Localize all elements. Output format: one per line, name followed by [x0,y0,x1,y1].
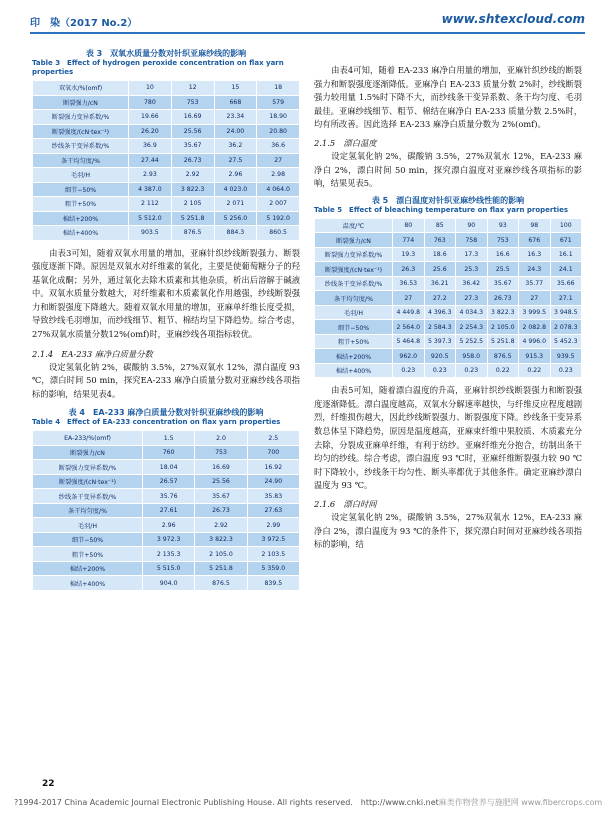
table-cell: 2.92 [171,168,214,183]
table-row [315,291,582,306]
table-row [33,110,300,125]
row-label-cell: 纱线条干变异系数/% [315,276,393,291]
table-cell: 2 007 [257,197,300,212]
table-cell: 36.6 [257,139,300,154]
table-cell: 35.67 [195,489,247,504]
table-cell: 0.22 [519,363,551,378]
table-cell: 3 948.5 [550,305,582,320]
table-cell: 5 452.3 [550,334,582,349]
journal-issue: 印 染（2017 No.2） [30,18,138,29]
table-row [33,561,300,576]
row-label-cell: 纱线条干变异系数/% [33,139,129,154]
row-label-cell: 粗节+50% [33,547,143,562]
table-row [315,233,582,248]
table-row [33,153,300,168]
page-number: 22 [42,779,55,789]
row-label-cell: 双氧水/%(omf) [33,81,129,96]
table-cell: 2 082.8 [519,320,551,335]
table-row [33,168,300,183]
table-row [33,445,300,460]
table-cell: 876.5 [171,226,214,241]
table-cell: 16.3 [519,247,551,262]
table-row [315,320,582,335]
table-cell: 98 [519,218,551,233]
table-cell: 839.5 [247,576,299,591]
table4 [32,430,300,591]
row-label-cell: 断裂强力变异系数/% [315,247,393,262]
table-cell: 16.6 [487,247,519,262]
table-cell: 26.73 [171,153,214,168]
table-cell: 35.67 [487,276,519,291]
table-cell: 2 135.3 [143,547,195,562]
row-label-cell: 断裂强度/(cN·tex⁻¹) [315,262,393,277]
table-cell: 5 359.0 [247,561,299,576]
table-cell: 18.04 [143,460,195,475]
row-label-cell: 断裂强力/cN [33,95,129,110]
table-cell: 2 071 [214,197,257,212]
table-row [33,139,300,154]
table-cell: 15 [214,81,257,96]
table-cell: 4 064.0 [257,182,300,197]
row-label-cell: 棉结+200% [315,349,393,364]
table-cell: 23.34 [214,110,257,125]
right-column [314,64,582,552]
table-row [33,95,300,110]
table-row [315,305,582,320]
table-cell: 35.67 [171,139,214,154]
table5-caption: 表 5 漂白温度对针织亚麻纱线性能的影响 [371,195,525,205]
table-row [33,518,300,533]
table-cell: 5 251.8 [171,211,214,226]
row-label-cell: 粗节+50% [315,334,393,349]
table-row [33,124,300,139]
table3 [32,80,300,241]
section-2-1-6-heading: 2.1.6 漂白时间 [314,499,377,509]
table-row [315,363,582,378]
table5 [314,218,582,379]
row-label-cell: 棉结+400% [315,363,393,378]
row-label-cell: 条干均匀度/% [33,153,129,168]
table-cell: 5 256.0 [214,211,257,226]
row-label-cell: 断裂强度/(cN·tex⁻¹) [33,474,143,489]
table-cell: 18 [257,81,300,96]
table-cell: 26.73 [195,503,247,518]
paragraph-table3-discussion: 由表3可知，随着双氧水用量的增加，亚麻针织纱线断裂强力、断裂强度逐渐下降。原因是双氧水对纤维素的氧化，主要是使葡萄糖分子的羟基氧化成酮；另外，通过氧化去除木质素和其他杂质，析出后溶解于碱液中。双氧水质量分数越大，对纤维素和木质素氧化作用越强，纱线断裂强力和断裂强度下降越大。随着双氧水用量的增加，亚麻单纤维长度受损，导致纱线毛羽增加，而纱线细节、粗节、棉结均呈下降趋势。综合考虑，27%双氧水质量分数12%(omf)时，亚麻纱线各项指标较优。 [32,247,300,340]
table-cell: 915.3 [519,349,551,364]
table-cell: 2.93 [129,168,172,183]
table-cell: 5 192.0 [257,211,300,226]
table-cell: 36.21 [424,276,456,291]
table5-caption-en: Table 5 Effect of bleaching temperature on flax yarn properties [314,205,569,214]
table-cell: 2 103.5 [247,547,299,562]
table-cell: 25.3 [456,262,488,277]
table-row [33,576,300,591]
table-cell: 26.20 [129,124,172,139]
table-cell: 36.2 [214,139,257,154]
table-cell: 920.5 [424,349,456,364]
table-cell: 2.99 [247,518,299,533]
table-row [33,81,300,96]
table-cell: 18.90 [257,110,300,125]
table-cell: 876.5 [195,576,247,591]
table-cell: 939.5 [550,349,582,364]
row-label-cell: 棉结+200% [33,561,143,576]
table-cell: 27 [519,291,551,306]
table-cell: 2 105 [171,197,214,212]
table4-caption-en: Table 4 Effect of EA-233 concentration on flax yarn properties [32,418,281,427]
table-cell: 4 023.0 [214,182,257,197]
table-cell: 5 251.8 [195,561,247,576]
table-cell: 579 [257,95,300,110]
row-label-cell: 断裂强度/(cN·tex⁻¹) [33,124,129,139]
table-row [315,349,582,364]
table-cell: 774 [393,233,425,248]
header-divider [30,32,585,34]
row-label-cell: 纱线条干变异系数/% [33,489,143,504]
row-label-cell: 毛羽/H [315,305,393,320]
table-cell: 36.9 [129,139,172,154]
table-cell: 0.23 [393,363,425,378]
row-label-cell: 断裂强力变异系数/% [33,110,129,125]
table-cell: 0.23 [456,363,488,378]
table-cell: 753 [487,233,519,248]
table-cell: 4 396.3 [424,305,456,320]
table-cell: 780 [129,95,172,110]
table-cell: 2 105.0 [487,320,519,335]
table-cell: 2 584.3 [424,320,456,335]
table-cell: 2 112 [129,197,172,212]
table-cell: 24.90 [247,474,299,489]
table-cell: 24.1 [550,262,582,277]
row-label-cell: 断裂强力/cN [33,445,143,460]
table-cell: 2.98 [257,168,300,183]
table-cell: 5 515.0 [143,561,195,576]
table-cell: 2 564.0 [393,320,425,335]
row-label-cell: 棉结+400% [33,576,143,591]
row-label-cell: 细节−50% [33,532,143,547]
table-cell: 5 464.8 [393,334,425,349]
table-cell: 16.1 [550,247,582,262]
table-row [33,547,300,562]
table-row [33,197,300,212]
table-cell: 20.80 [257,124,300,139]
row-label-cell: 粗节+50% [33,197,129,212]
table-cell: 2.96 [214,168,257,183]
table-cell: 25.56 [195,474,247,489]
table-cell: 17.3 [456,247,488,262]
table-cell: 2.92 [195,518,247,533]
section-2-1-4-heading: 2.1.4 EA-233 麻净白质量分数 [32,348,153,359]
table-row [315,247,582,262]
table-cell: 676 [519,233,551,248]
table-cell: 27 [257,153,300,168]
table-cell: 884.3 [214,226,257,241]
table-cell: 958.0 [456,349,488,364]
table-row [315,218,582,233]
journal-website-link[interactable]: www.shtexcloud.com [441,12,585,26]
table-cell: 36.53 [393,276,425,291]
table-cell: 16.69 [171,110,214,125]
table-cell: 27.3 [456,291,488,306]
table-cell: 2 254.3 [456,320,488,335]
table-cell: 4 034.3 [456,305,488,320]
table-cell: 35.83 [247,489,299,504]
table-cell: 16.92 [247,460,299,475]
row-label-cell: 温度/℃ [315,218,393,233]
table-cell: 26.73 [487,291,519,306]
table-cell: 10 [129,81,172,96]
table-cell: 668 [214,95,257,110]
table-cell: 16.69 [195,460,247,475]
table-cell: 27.2 [424,291,456,306]
table-cell: 90 [456,218,488,233]
paragraph-table4-discussion: 由表4可知，随着 EA-233 麻净白用量的增加，亚麻针织纱线的断裂强力和断裂强度逐渐降低。亚麻净白 EA-233 质量分数 2%时，纱线断裂强力较用量 1.5%时下降不大，而纱线条干变异系数、条干均匀度、毛羽最佳。亚麻纱线细节、粗节、棉结在麻净白 EA-233 质量分数 2.5%时，均有所改善。因此选择 EA-233 麻净白质量分数为 2%(omf)。 [314,65,582,130]
row-label-cell: 毛羽/H [33,168,129,183]
table-cell: 5 251.8 [487,334,519,349]
table-cell: 0.23 [424,363,456,378]
table-cell: 3 972.3 [143,532,195,547]
table-row [33,503,300,518]
table-cell: 27.61 [143,503,195,518]
table-cell: 758 [456,233,488,248]
paragraph-time-setup: 设定氢氧化钠 2%，碳酸钠 3.5%，27%双氧水 12%，EA-233 麻净白 2%，漂白温度为 93 ℃的条件下，探究漂白时间对亚麻纱线各项指标的影响，结 [314,512,582,550]
table-cell: 3 999.5 [519,305,551,320]
table-row [33,182,300,197]
table-cell: 12 [171,81,214,96]
table-row [33,532,300,547]
table-cell: 27.44 [129,153,172,168]
table-cell: 2 078.3 [550,320,582,335]
table-cell: 5 252.5 [456,334,488,349]
table-cell: 760 [143,445,195,460]
table-cell: 3 822.3 [487,305,519,320]
table-cell: 35.77 [519,276,551,291]
row-label-cell: 断裂强力变异系数/% [33,460,143,475]
table-cell: 26.57 [143,474,195,489]
table-cell: 24.00 [214,124,257,139]
table-row [315,262,582,277]
table-cell: 671 [550,233,582,248]
paragraph-temperature-setup: 设定氢氧化钠 2%，碳酸钠 3.5%，27%双氧水 12%，EA-233 麻净白 2%，漂白时间 50 min，探究漂白温度对亚麻纱线各项指标的影响，结果见表5。 [314,150,582,189]
table-cell: 2.0 [195,431,247,446]
table-cell: 27 [393,291,425,306]
row-label-cell: 棉结+400% [33,226,129,241]
table3-caption: 表 3 双氧水质量分数对针织亚麻纱线的影响 [85,49,247,58]
table-row [33,211,300,226]
table-cell: 753 [195,445,247,460]
table-cell: 4 996.0 [519,334,551,349]
table-cell: 700 [247,445,299,460]
table-cell: 4 449.8 [393,305,425,320]
table-cell: 876.5 [487,349,519,364]
section-2-1-5-heading: 2.1.5 漂白温度 [314,137,377,148]
table-cell: 2 105.0 [195,547,247,562]
paragraph-ea233-setup: 设定氢氧化钠 2%，碳酸钠 3.5%，27%双氧水 12%，漂白温度 93 ℃，漂白时间 50 min，探究EA-233 麻净白质量分数对亚麻纱线各项指标的影响，结果见表4。 [32,361,300,399]
table-cell: 1.5 [143,431,195,446]
table-cell: 903.5 [129,226,172,241]
row-label-cell: 细节−50% [315,320,393,335]
table-cell: 18.6 [424,247,456,262]
table4-caption: 表 4 EA-233 麻净白质量分数对针织亚麻纱线的影响 [68,408,264,418]
paragraph-table5-discussion: 由表5可知，随着漂白温度的升高，亚麻针织纱线断裂强力和断裂强度逐渐降低。漂白温度越高，双氧水分解速率越快，与纤维反应程度越剧烈，纤维损伤越大，因此纱线断裂强力、断裂强度下降。纱线条干变异系数总体呈下降趋势，原因是温度越高，亚麻束纤维中果胶质、木质素充分去除，分裂成亚麻单纤维，有利于纺纱。亚麻纤维充分抱合，纺制出条干均匀的纱线。综合考虑，漂白温度 93 ℃时，亚麻纤维断裂强力较 90 ℃时下降较小，纱线条干均匀性、断头率都优于其他条件。确定亚麻纱漂白温度为 93 ℃。 [314,385,582,491]
table-cell: 25.56 [171,124,214,139]
table-cell: 2.96 [143,518,195,533]
table-cell: 2.5 [247,431,299,446]
row-label-cell: 断裂强力/cN [315,233,393,248]
table-cell: 5 512.0 [129,211,172,226]
table-cell: 19.3 [393,247,425,262]
table-cell: 36.42 [456,276,488,291]
table-cell: 763 [424,233,456,248]
table-cell: 904.0 [143,576,195,591]
table-cell: 27.63 [247,503,299,518]
table3-caption-en: Table 3 Effect of hydrogen peroxide concentration on flax yarn properties [32,59,284,76]
table-cell: 753 [171,95,214,110]
table-cell: 100 [550,218,582,233]
table-cell: 3 972.5 [247,532,299,547]
page-footer [14,797,604,808]
row-label-cell: 条干均匀度/% [33,503,143,518]
table-cell: 0.23 [550,363,582,378]
table-cell: 25.6 [424,262,456,277]
watermark-text: 麻类作物营养与施肥网 www.fibercrops.com [438,798,603,807]
table-cell: 3 822.3 [171,182,214,197]
table-row [33,489,300,504]
table-cell: 19.66 [129,110,172,125]
table-cell: 24.3 [519,262,551,277]
table-cell: 26.3 [393,262,425,277]
row-label-cell: EA-233/%(omf) [33,431,143,446]
table-row [315,276,582,291]
table-cell: 35.76 [143,489,195,504]
table-row [33,431,300,446]
table-cell: 860.5 [257,226,300,241]
table-row [33,226,300,241]
left-column [32,48,300,591]
running-header [30,10,585,34]
table-cell: 27.5 [214,153,257,168]
table-cell: 3 822.3 [195,532,247,547]
table-cell: 85 [424,218,456,233]
table-cell: 27.1 [550,291,582,306]
table-cell: 80 [393,218,425,233]
table-row [33,474,300,489]
row-label-cell: 细节−50% [33,182,129,197]
table-cell: 35.66 [550,276,582,291]
table-cell: 962.0 [393,349,425,364]
row-label-cell: 毛羽/H [33,518,143,533]
row-label-cell: 棉结+200% [33,211,129,226]
table-row [33,460,300,475]
table-cell: 0.22 [487,363,519,378]
table-cell: 4 387.0 [129,182,172,197]
table-row [315,334,582,349]
row-label-cell: 条干均匀度/% [315,291,393,306]
table-cell: 25.5 [487,262,519,277]
table-cell: 93 [487,218,519,233]
copyright-notice: ?1994-2017 China Academic Journal Electronic Publishing House. All rights reserved. http://www.cnki.net [14,798,439,807]
table-cell: 5 397.3 [424,334,456,349]
